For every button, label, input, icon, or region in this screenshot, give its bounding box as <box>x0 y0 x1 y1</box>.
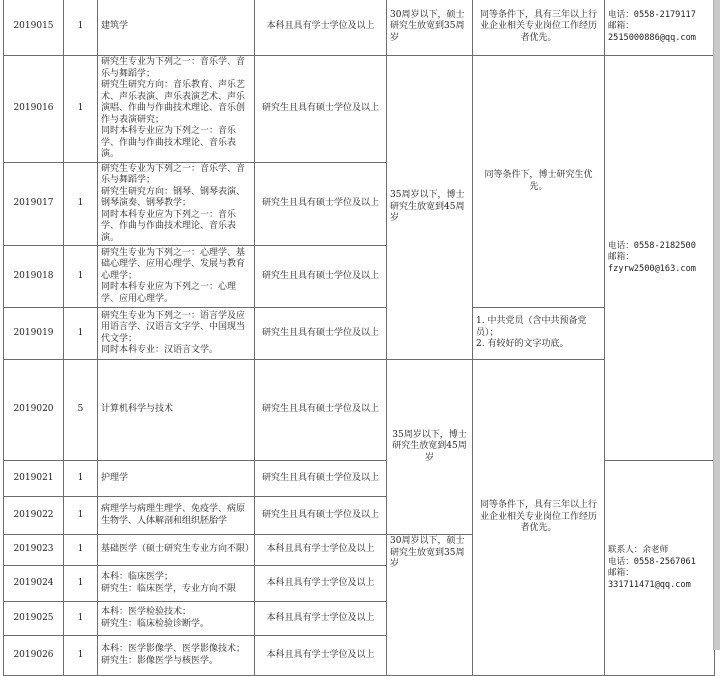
major-requirement: 研究生专业为下列之一：语言学及应用语言学、汉语言文字学、中国现当代文学； 同时本科专业：汉语言文学。 <box>98 308 255 360</box>
degree-requirement: 研究生且具有硕士学位及以上 <box>255 461 387 497</box>
table-row <box>4 461 715 497</box>
contact-info: 电话：0558-2182500 邮箱： fzyrw2500@163.com <box>605 56 715 461</box>
major-requirement: 研究生专业为下列之一：音乐学、音乐与舞蹈学； 研究生研究方向：钢琴、钢琴表演、钢琴演奏、钢琴教学； 同时本科专业应为下列之一：音乐学、作曲与作曲技术理论、音乐表演。 <box>98 162 255 246</box>
position-code: 2019024 <box>4 566 64 602</box>
degree-requirement: 本科且具有学士学位及以上 <box>255 566 387 602</box>
major-requirement: 计算机科学与技术 <box>98 360 255 461</box>
degree-requirement: 本科且具有学士学位及以上 <box>255 0 387 56</box>
age-requirement: 35周岁以下，博士研究生放宽到45周岁 <box>387 360 473 535</box>
age-requirement: 35周岁以下，博士研究生放宽到45周岁 <box>387 56 473 360</box>
page-edge-scrollbar[interactable] <box>713 0 720 650</box>
position-code: 2019015 <box>4 0 64 56</box>
headcount: 1 <box>64 56 98 163</box>
position-code: 2019021 <box>4 461 64 497</box>
headcount: 1 <box>64 246 98 308</box>
contact-info: 电话：0558-2179117 邮箱：2515000886@qq.com <box>605 0 715 56</box>
age-requirement: 30周岁以下，硕士研究生放宽到35周岁 <box>387 0 473 56</box>
table-row <box>4 0 715 56</box>
degree-requirement: 本科且具有学士学位及以上 <box>255 636 387 676</box>
other-requirement: 同等条件下，具有三年以上行业企业相关专业岗位工作经历者优先。 <box>473 360 605 676</box>
position-code: 2019022 <box>4 497 64 535</box>
other-requirement: 同等条件下，博士研究生优先。 <box>473 56 605 308</box>
headcount: 1 <box>64 497 98 535</box>
major-requirement: 研究生专业为下列之一：音乐学、音乐与舞蹈学； 研究生研究方向：音乐教育、声乐艺术、声乐表演、声乐表演艺术、声乐演唱、作曲与作曲技术理论、音乐创作与表演研究； 同时本科专业应为下列之一：音乐学、作曲与作曲技术理论、音乐表演。 <box>98 56 255 163</box>
major-requirement: 本科：医学检验技术； 研究生：临床检验诊断学。 <box>98 602 255 636</box>
position-code: 2019023 <box>4 535 64 566</box>
degree-requirement: 本科且具有学士学位及以上 <box>255 602 387 636</box>
headcount: 1 <box>64 0 98 56</box>
age-requirement: 30周岁以下，硕士研究生放宽到35周岁 <box>387 535 473 676</box>
recruitment-table <box>3 0 715 676</box>
position-code: 2019019 <box>4 308 64 360</box>
major-requirement: 研究生专业为下列之一：心理学、基础心理学、应用心理学、发展与教育心理学； 同时本科专业应为下列之一：心理学、应用心理学。 <box>98 246 255 308</box>
degree-requirement: 研究生且具有硕士学位及以上 <box>255 308 387 360</box>
other-requirement: 1. 中共党员（含中共预备党员）； 2. 有较好的文字功底。 <box>473 308 605 360</box>
headcount: 5 <box>64 360 98 461</box>
degree-requirement: 研究生且具有硕士学位及以上 <box>255 497 387 535</box>
headcount: 1 <box>64 308 98 360</box>
headcount: 1 <box>64 162 98 246</box>
position-code: 2019016 <box>4 56 64 163</box>
position-code: 2019026 <box>4 636 64 676</box>
position-code: 2019018 <box>4 246 64 308</box>
major-requirement: 本科：临床医学； 研究生：临床医学，专业方向不限 <box>98 566 255 602</box>
position-code: 2019017 <box>4 162 64 246</box>
position-code: 2019020 <box>4 360 64 461</box>
degree-requirement: 研究生且具有硕士学位及以上 <box>255 360 387 461</box>
other-requirement: 同等条件下，具有三年以上行业企业相关专业岗位工作经历者优先。 <box>473 0 605 56</box>
major-requirement: 基础医学（硕士研究生专业方向不限） <box>98 535 255 566</box>
headcount: 1 <box>64 461 98 497</box>
degree-requirement: 本科且具有学士学位及以上 <box>255 535 387 566</box>
major-requirement: 护理学 <box>98 461 255 497</box>
contact-info: 联系人：余老师 电话：0558-2567061 邮箱：331711471@qq.com <box>605 461 715 676</box>
table-row <box>4 56 715 163</box>
major-requirement: 病理学与病理生理学、免疫学、病原生物学、人体解剖和组织胚胎学 <box>98 497 255 535</box>
degree-requirement: 研究生且具有硕士学位及以上 <box>255 56 387 163</box>
headcount: 1 <box>64 636 98 676</box>
major-requirement: 建筑学 <box>98 0 255 56</box>
major-requirement: 本科：医学影像学、医学影像技术； 研究生：影像医学与核医学。 <box>98 636 255 676</box>
headcount: 1 <box>64 566 98 602</box>
headcount: 1 <box>64 535 98 566</box>
headcount: 1 <box>64 602 98 636</box>
position-code: 2019025 <box>4 602 64 636</box>
degree-requirement: 研究生且具有硕士学位及以上 <box>255 162 387 246</box>
degree-requirement: 研究生且具有硕士学位及以上 <box>255 246 387 308</box>
